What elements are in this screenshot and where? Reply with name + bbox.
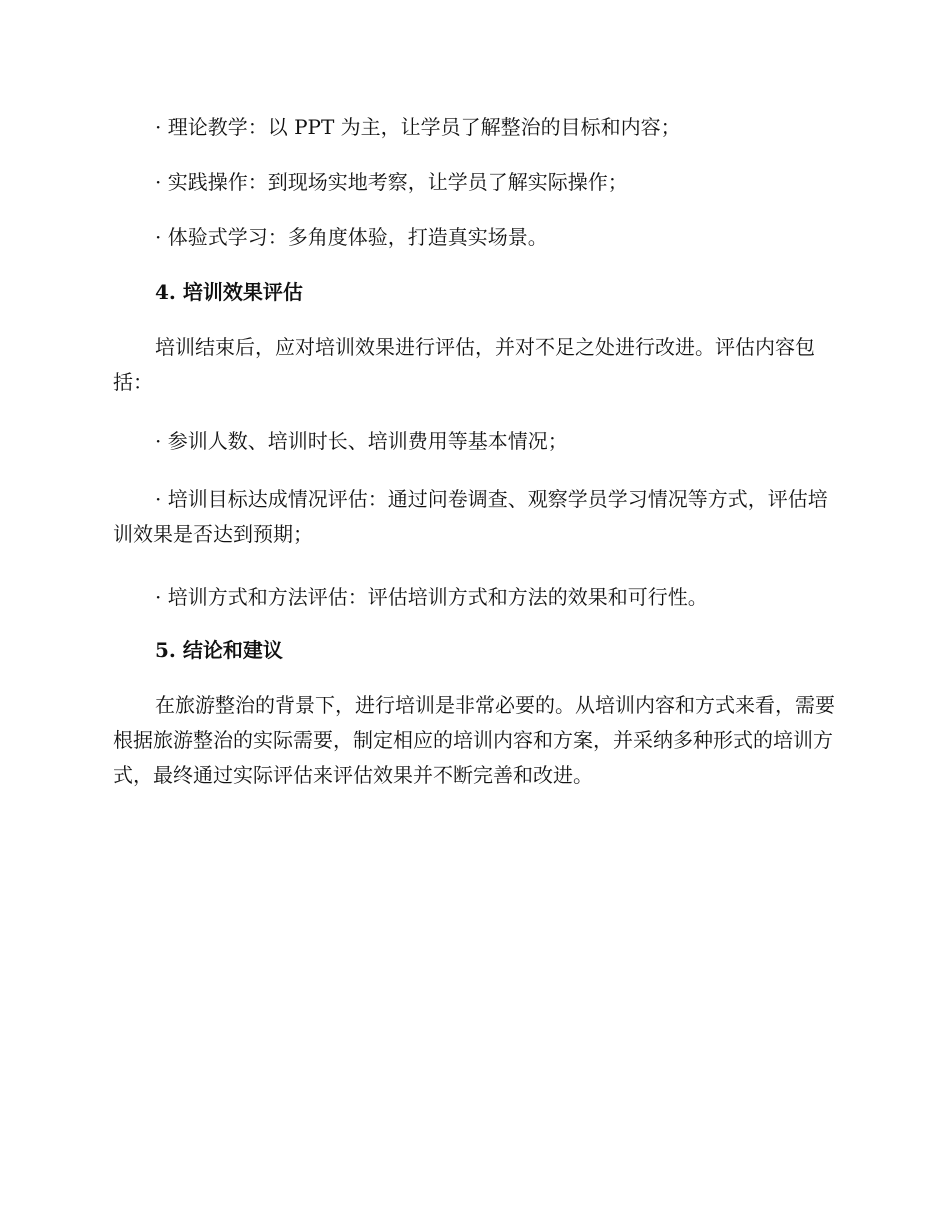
section-heading-5: 5. 结论和建议 [155,638,283,662]
evaluation-intro-paragraph: 培训结束后，应对培训效果进行评估，并对不足之处进行改进。评估内容包括： [113,335,815,394]
bullet-theory-teaching: · 理论教学：以 PPT 为主，让学员了解整治的目标和内容； [155,115,681,139]
bullet-method-evaluation: · 培训方式和方法评估：评估培训方式和方法的效果和可行性。 [155,585,708,609]
section-heading-4: 4. 培训效果评估 [155,280,303,304]
conclusion-paragraph: 在旅游整治的背景下，进行培训是非常必要的。从培训内容和方式来看，需要根据旅游整治的实际需要，制定相应的培训内容和方案，并采纳多种形式的培训方式，最终通过实际评估来评估效果并不断完善和改进。 [113,693,835,787]
bullet-experiential-learning: · 体验式学习：多角度体验，打造真实场景。 [155,225,548,249]
bullet-practice-operation: · 实践操作：到现场实地考察，让学员了解实际操作； [155,170,628,194]
bullet-goal-evaluation: · 培训目标达成情况评估：通过问卷调查、观察学员学习情况等方式，评估培训效果是否达到预期； [113,487,828,546]
bullet-basic-info: · 参训人数、培训时长、培训费用等基本情况； [155,429,568,453]
